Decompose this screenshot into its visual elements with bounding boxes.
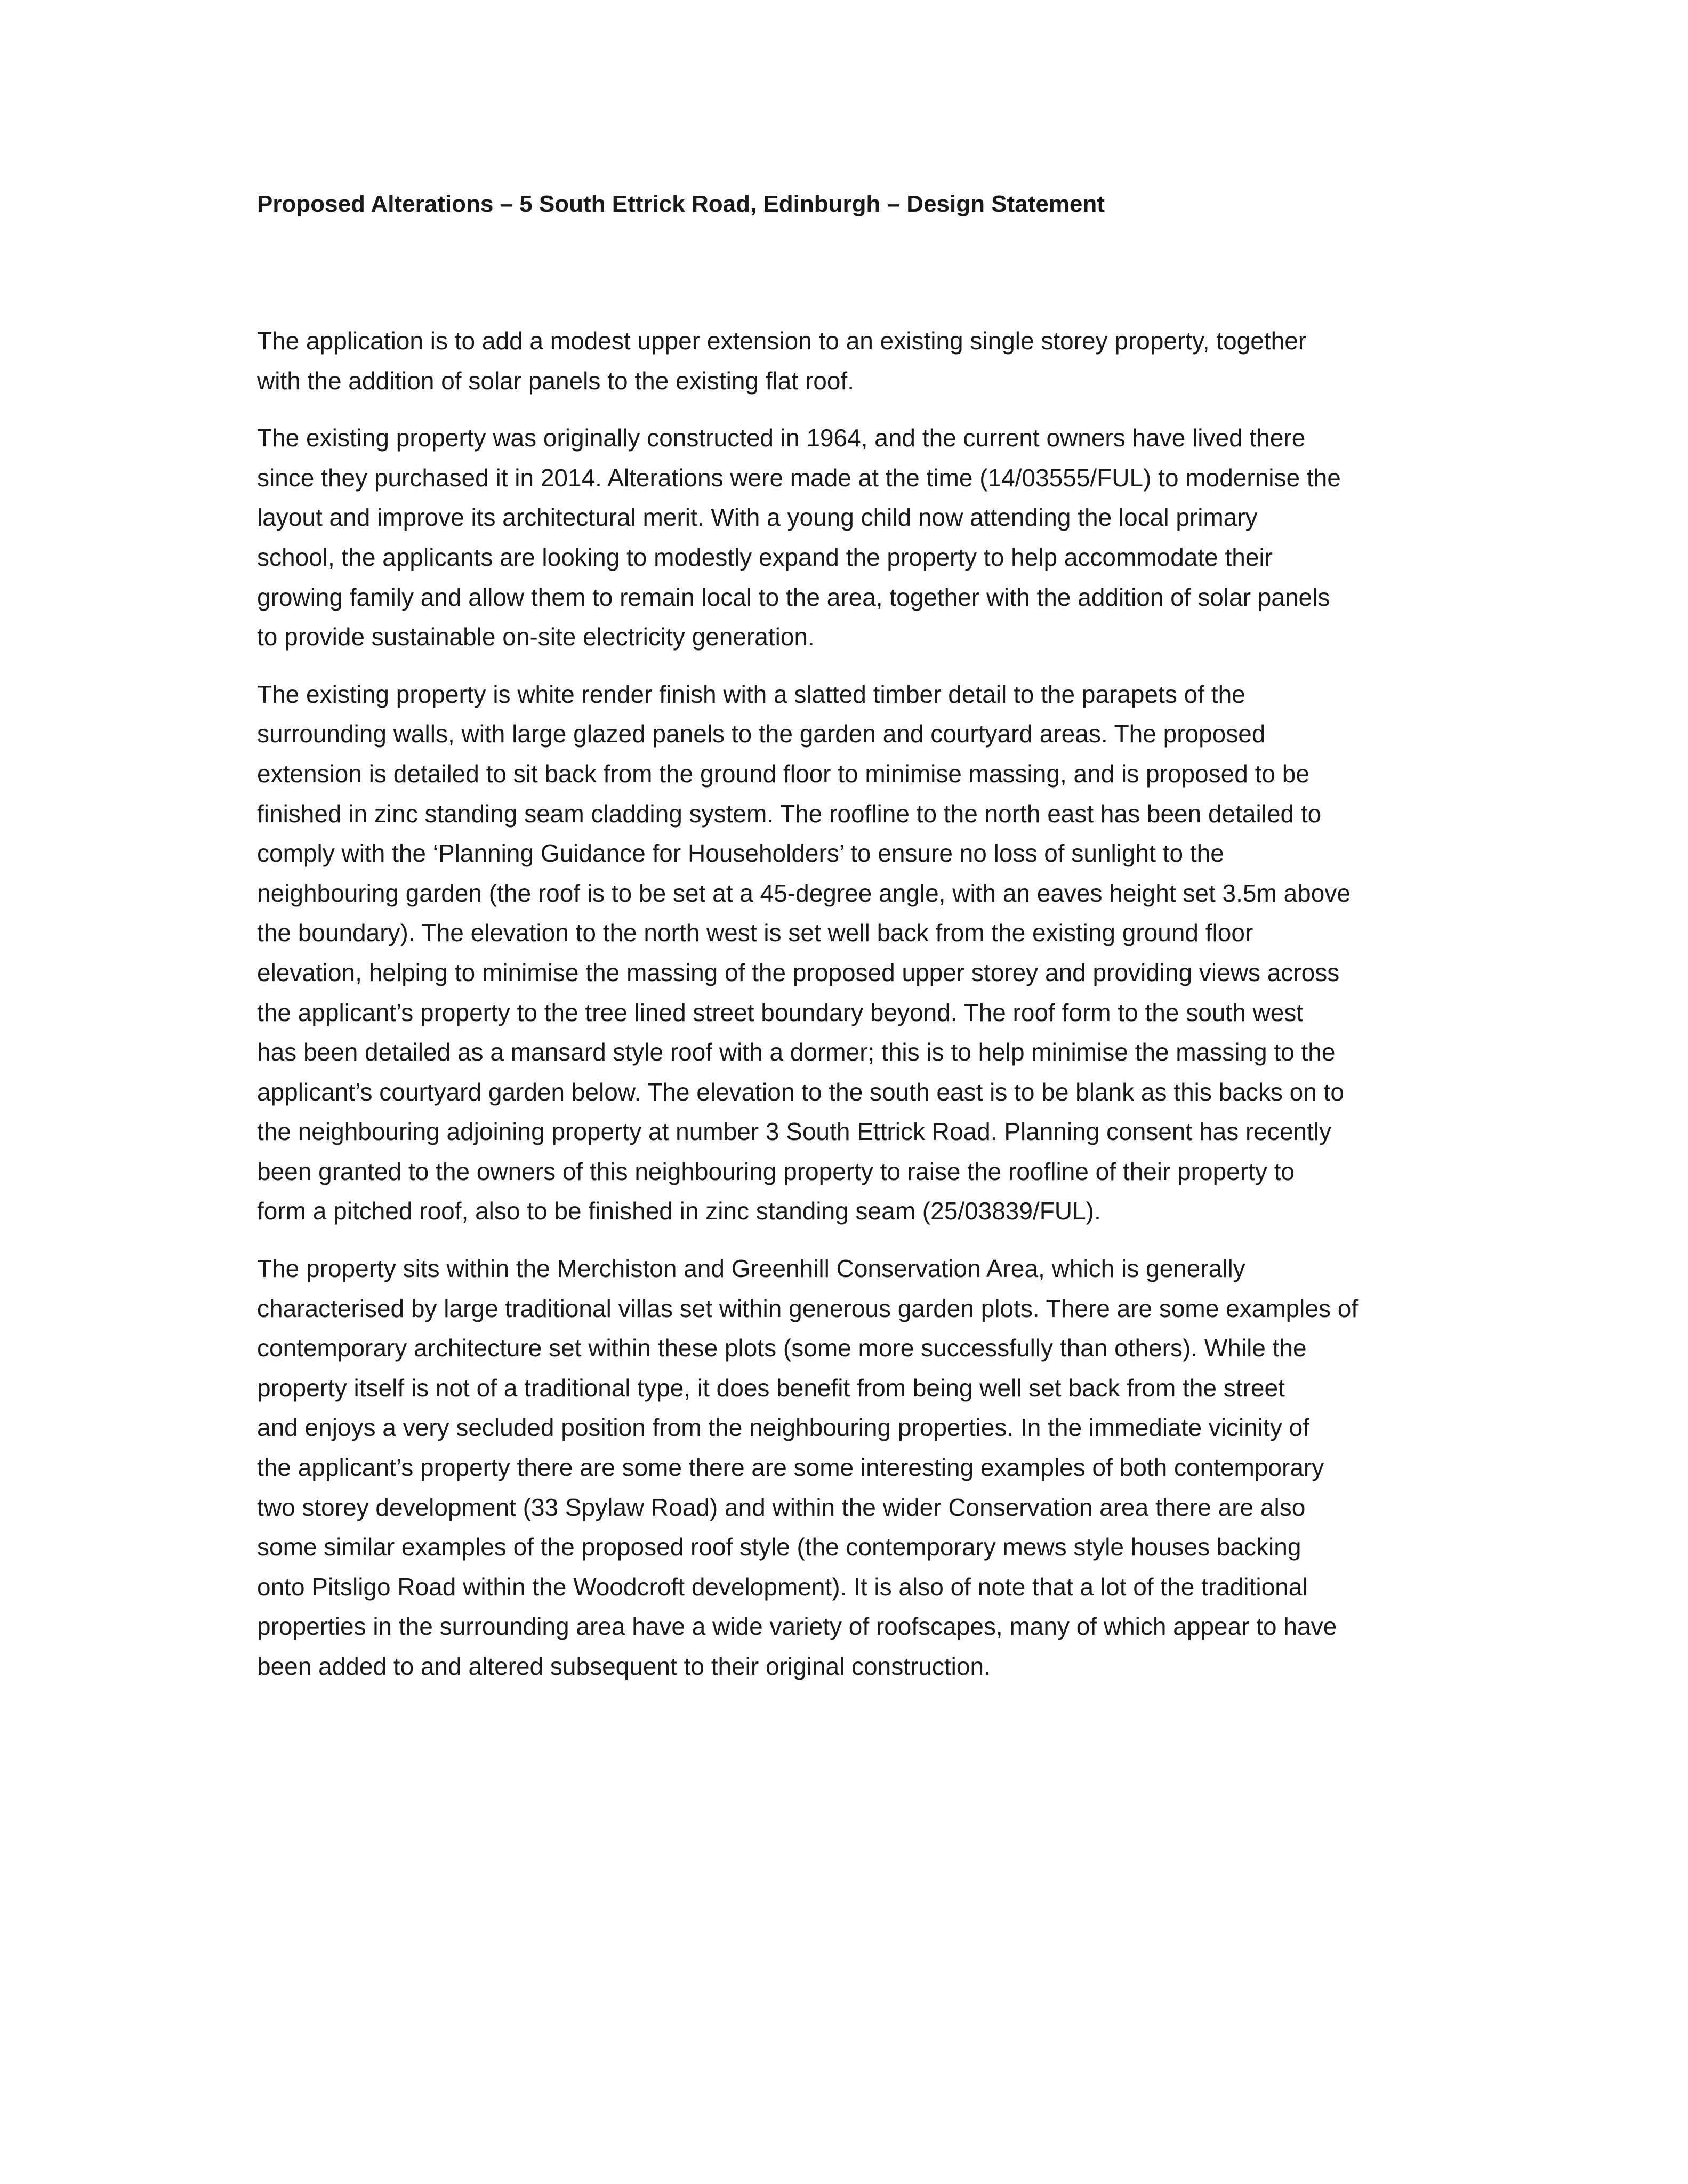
paragraph-line: the neighbouring adjoining property at number 3 South Ettrick Road. Planning consent has recently bbox=[257, 1118, 1332, 1146]
paragraph-line: the boundary). The elevation to the north west is set well back from the existing ground floor bbox=[257, 919, 1253, 947]
paragraph-1 bbox=[257, 321, 1435, 400]
paragraph-line: been added to and altered subsequent to their original construction. bbox=[257, 1652, 991, 1680]
paragraph-4 bbox=[257, 1249, 1435, 1687]
document-title: Proposed Alterations – 5 South Ettrick Road, Edinburgh – Design Statement bbox=[257, 191, 1105, 217]
paragraph-line: comply with the ‘Planning Guidance for Householders’ to ensure no loss of sunlight to the bbox=[257, 839, 1224, 868]
paragraph-line: properties in the surrounding area have a wide variety of roofscapes, many of which appear to have bbox=[257, 1612, 1337, 1641]
paragraph-line: finished in zinc standing seam cladding system. The roofline to the north east has been detailed to bbox=[257, 799, 1322, 828]
paragraph-line: two storey development (33 Spylaw Road) and within the wider Conservation area there are also bbox=[257, 1493, 1306, 1521]
paragraph-line: surrounding walls, with large glazed panels to the garden and courtyard areas. The proposed bbox=[257, 720, 1266, 748]
paragraph-line: elevation, helping to minimise the massing of the proposed upper storey and providing views across bbox=[257, 958, 1340, 986]
paragraph-line: has been detailed as a mansard style roof with a dormer; this is to help minimise the massing to the bbox=[257, 1038, 1336, 1066]
paragraph-line: form a pitched roof, also to be finished in zinc standing seam (25/03839/FUL). bbox=[257, 1197, 1101, 1225]
paragraph-line: The existing property was originally constructed in 1964, and the current owners have lived there bbox=[257, 424, 1306, 452]
paragraph-line: growing family and allow them to remain local to the area, together with the addition of solar panels bbox=[257, 583, 1330, 611]
paragraph-line: with the addition of solar panels to the existing flat roof. bbox=[257, 366, 854, 395]
paragraph-line: contemporary architecture set within these plots (some more successfully than others). While the bbox=[257, 1334, 1307, 1362]
paragraph-line: property itself is not of a traditional type, it does benefit from being well set back from the street bbox=[257, 1374, 1285, 1402]
paragraph-line: the applicant’s property there are some there are some interesting examples of both contemporary bbox=[257, 1454, 1324, 1482]
document-body bbox=[257, 321, 1435, 1687]
paragraph-3 bbox=[257, 675, 1435, 1231]
paragraph-line: applicant’s courtyard garden below. The elevation to the south east is to be blank as this backs on to bbox=[257, 1078, 1344, 1106]
paragraph-line: layout and improve its architectural merit. With a young child now attending the local primary bbox=[257, 503, 1258, 532]
paragraph-line: onto Pitsligo Road within the Woodcroft development). It is also of note that a lot of the traditional bbox=[257, 1572, 1308, 1601]
paragraph-line: some similar examples of the proposed roof style (the contemporary mews style houses backing bbox=[257, 1533, 1301, 1561]
paragraph-line: to provide sustainable on-site electricity generation. bbox=[257, 623, 815, 651]
paragraph-line: extension is detailed to sit back from the ground floor to minimise massing, and is proposed to be bbox=[257, 759, 1309, 788]
paragraph-line: The property sits within the Merchiston and Greenhill Conservation Area, which is generally bbox=[257, 1255, 1245, 1283]
paragraph-line: characterised by large traditional villas set within generous garden plots. There are some examples of bbox=[257, 1294, 1359, 1322]
document-content bbox=[257, 183, 1435, 1704]
paragraph-line: The application is to add a modest upper extension to an existing single storey property, together bbox=[257, 327, 1307, 355]
paragraph-line: neighbouring garden (the roof is to be set at a 45-degree angle, with an eaves height set 3.5m above bbox=[257, 879, 1351, 907]
paragraph-2 bbox=[257, 418, 1435, 657]
paragraph-line: since they purchased it in 2014. Alterations were made at the time (14/03555/FUL) to modernise the bbox=[257, 463, 1341, 492]
paragraph-line: school, the applicants are looking to modestly expand the property to help accommodate their bbox=[257, 543, 1273, 571]
paragraph-line: and enjoys a very secluded position from the neighbouring properties. In the immediate vicinity of bbox=[257, 1414, 1309, 1442]
paragraph-line: the applicant’s property to the tree lined street boundary beyond. The roof form to the south west bbox=[257, 998, 1304, 1026]
paragraph-line: The existing property is white render finish with a slatted timber detail to the parapets of the bbox=[257, 680, 1245, 708]
paragraph-line: been granted to the owners of this neighbouring property to raise the roofline of their property to bbox=[257, 1157, 1295, 1185]
